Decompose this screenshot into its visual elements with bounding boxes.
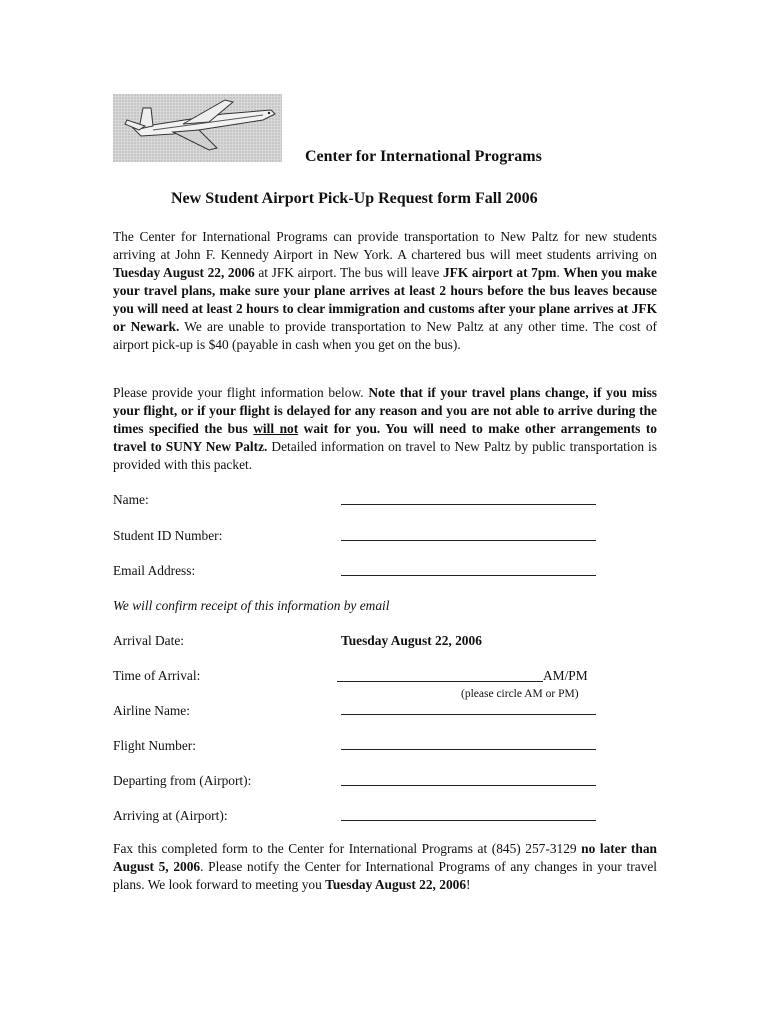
student-id-label: Student ID Number: [113,528,223,543]
confirm-note: We will confirm receipt of this information by email [113,598,390,613]
instructions-paragraph: Please provide your flight information below. Note that if your travel plans change, if you miss your flight, or if your flight is delayed for any reason and you are not able to arrive during the times specified the bus will not wait for you. You will need to make other arrangements to travel to SUNY New Paltz. Detailed information on travel to New Paltz by public transportation is provided with this packet. [113,385,658,472]
student-id-field[interactable] [341,540,596,541]
arrival-date-value: Tuesday August 22, 2006 [341,633,482,648]
airline-label: Airline Name: [113,703,190,718]
time-note: (please circle AM or PM) [461,688,579,700]
airline-field[interactable] [341,714,596,715]
arriving-label: Arriving at (Airport): [113,808,228,823]
will-not-emphasis: will not [253,421,299,436]
airplane-photo-icon [113,94,282,162]
deadline-emphasis: no later than August 5, 2006 [113,841,657,874]
departing-label: Departing from (Airport): [113,773,252,788]
closing-date-emphasis: Tuesday August 22, 2006 [325,877,467,892]
org-title: Center for International Programs [305,148,542,165]
email-field[interactable] [341,575,596,576]
am-pm-label[interactable]: AM/PM [543,668,588,683]
bus-time-emphasis: JFK airport at 7pm [442,265,557,280]
name-label: Name: [113,492,149,507]
time-label: Time of Arrival: [113,668,201,683]
flight-label: Flight Number: [113,738,196,753]
arrival-date-emphasis: Tuesday August 22, 2006 [113,265,255,280]
time-field[interactable] [337,681,543,682]
name-field[interactable] [341,504,596,505]
email-label: Email Address: [113,563,196,578]
arrival-warning: When you make your travel plans, make sure your plane arrives at least 2 hours before the bus leaves because you will need at least 2 hours to clear immigration and customs after your plane arrives at JFK or Newark. [113,265,657,334]
arriving-field[interactable] [341,820,596,821]
arrival-date-label: Arrival Date: [113,633,185,648]
flight-field[interactable] [341,749,596,750]
form-title: New Student Airport Pick-Up Request form Fall 2006 [171,190,538,207]
intro-paragraph: The Center for International Programs can provide transportation to New Paltz for new students arriving at John F. Kennedy Airport in New York. A chartered bus will meet students arriving on Tuesday August 22, 2006 at JFK airport. The bus will leave JFK airport at 7pm. When you make your travel plans, make sure your plane arrives at least 2 hours before the bus leaves because you will need at least 2 hours to clear immigration and customs after your plane arrives at JFK or Newark. We are unable to provide transportation to New Paltz at any other time. The cost of airport pick-up is $40 (payable in cash when you get on the bus). [113,229,658,352]
departing-field[interactable] [341,785,596,786]
closing-paragraph: Fax this completed form to the Center for International Programs at (845) 257-3129 no later than August 5, 2006. Please notify the Center for International Programs of any changes in your travel plans. We look forward to meeting you Tuesday August 22, 2006! [113,841,657,892]
